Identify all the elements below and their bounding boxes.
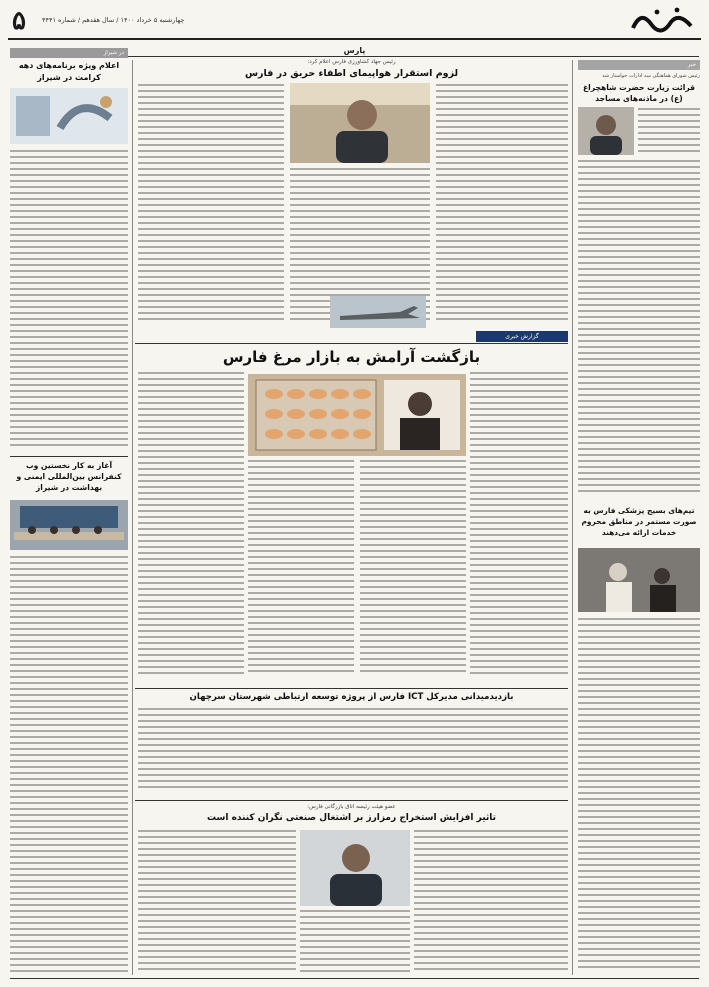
report-tag: گزارش خبری [476,331,568,342]
bottom-headline: تاثیر افزایش استخراج رمزارز بر اشتغال صنعتی نگران کننده است [206,813,497,823]
chamber-member-photo [300,830,410,906]
ict-body [138,708,568,796]
medical-team-photo [578,548,700,612]
bottom-top-rule [135,800,568,801]
page-number: ۵ [12,6,26,36]
right-article-lines [578,160,700,500]
news-tag: خبر [578,60,700,70]
left-tag: در شیراز [10,48,128,58]
main-col-1 [470,372,568,682]
main-story-top-rule [135,343,568,344]
main-col-2 [248,460,354,682]
fire-headline: لزوم استقرار هواپیمای اطفاء حریق در فارس [244,68,459,79]
bottom-kicker: عضو هیئت رئیسه اتاق بازرگانی فارس: [307,804,396,810]
masthead [8,4,701,40]
main-col-3 [360,460,466,682]
newspaper-logo [627,4,697,36]
left-headline-1: اعلام ویژه برنامه‌های دهه کرامت در شیراز [18,61,120,82]
section-name: پارس [343,46,366,55]
left-divider [132,60,133,975]
main-headline: بازگشت آرامش به بازار مرغ فارس [222,348,481,366]
bottom-col-1 [414,830,568,976]
ict-top-rule [135,688,568,689]
bottom-col-2 [300,910,410,976]
official-photo [578,107,634,155]
ict-headline: بازدیدمیدانی مدیرکل ICT فارس از پروژه توسعه ارتباطی شهرستان سرچهان [189,692,514,702]
left-headline-2: آغاز به کار نخستین وب کنفرانس بین‌المللی ایمنی و بهداشت در شیراز [16,461,122,492]
bottom-col-3 [138,830,296,976]
left-article-1-lines [10,150,128,452]
main-col-4 [138,372,244,682]
fire-col-3 [138,84,284,329]
fire-col-1 [436,84,568,329]
right-divider [572,60,573,975]
bottom-rule [10,978,699,979]
aircraft-photo [330,296,426,328]
right-sub-headline: تیم‌های بسیج پزشکی فارس به صورت مستمر در مناطق محروم خدمات ارائه می‌دهند [581,506,697,537]
karamat-poster-photo [10,88,128,144]
left-article-2-lines [10,556,128,976]
right-intro-lines [638,108,700,156]
left-mid-rule [10,456,128,457]
right-medical-lines [578,618,700,973]
right-kicker: رئیس شورای هماهنگی سه ادارات خواستار شد [602,73,700,79]
right-headline: قرائت زیارت حضرت شاهچراغ (ع) در ماذنه‌های مساجد [582,83,696,103]
web-conference-photo [10,500,128,550]
issue-line: چهارشنبه ۵ خرداد ۱۴۰۰ / سال هفدهم / شماره ۴۴۴۱ [42,16,185,24]
fire-kicker: رئیس جهاد کشاورزی فارس اعلام کرد: [307,59,396,65]
chicken-market-photo [248,374,466,456]
jihad-official-photo [290,83,430,163]
